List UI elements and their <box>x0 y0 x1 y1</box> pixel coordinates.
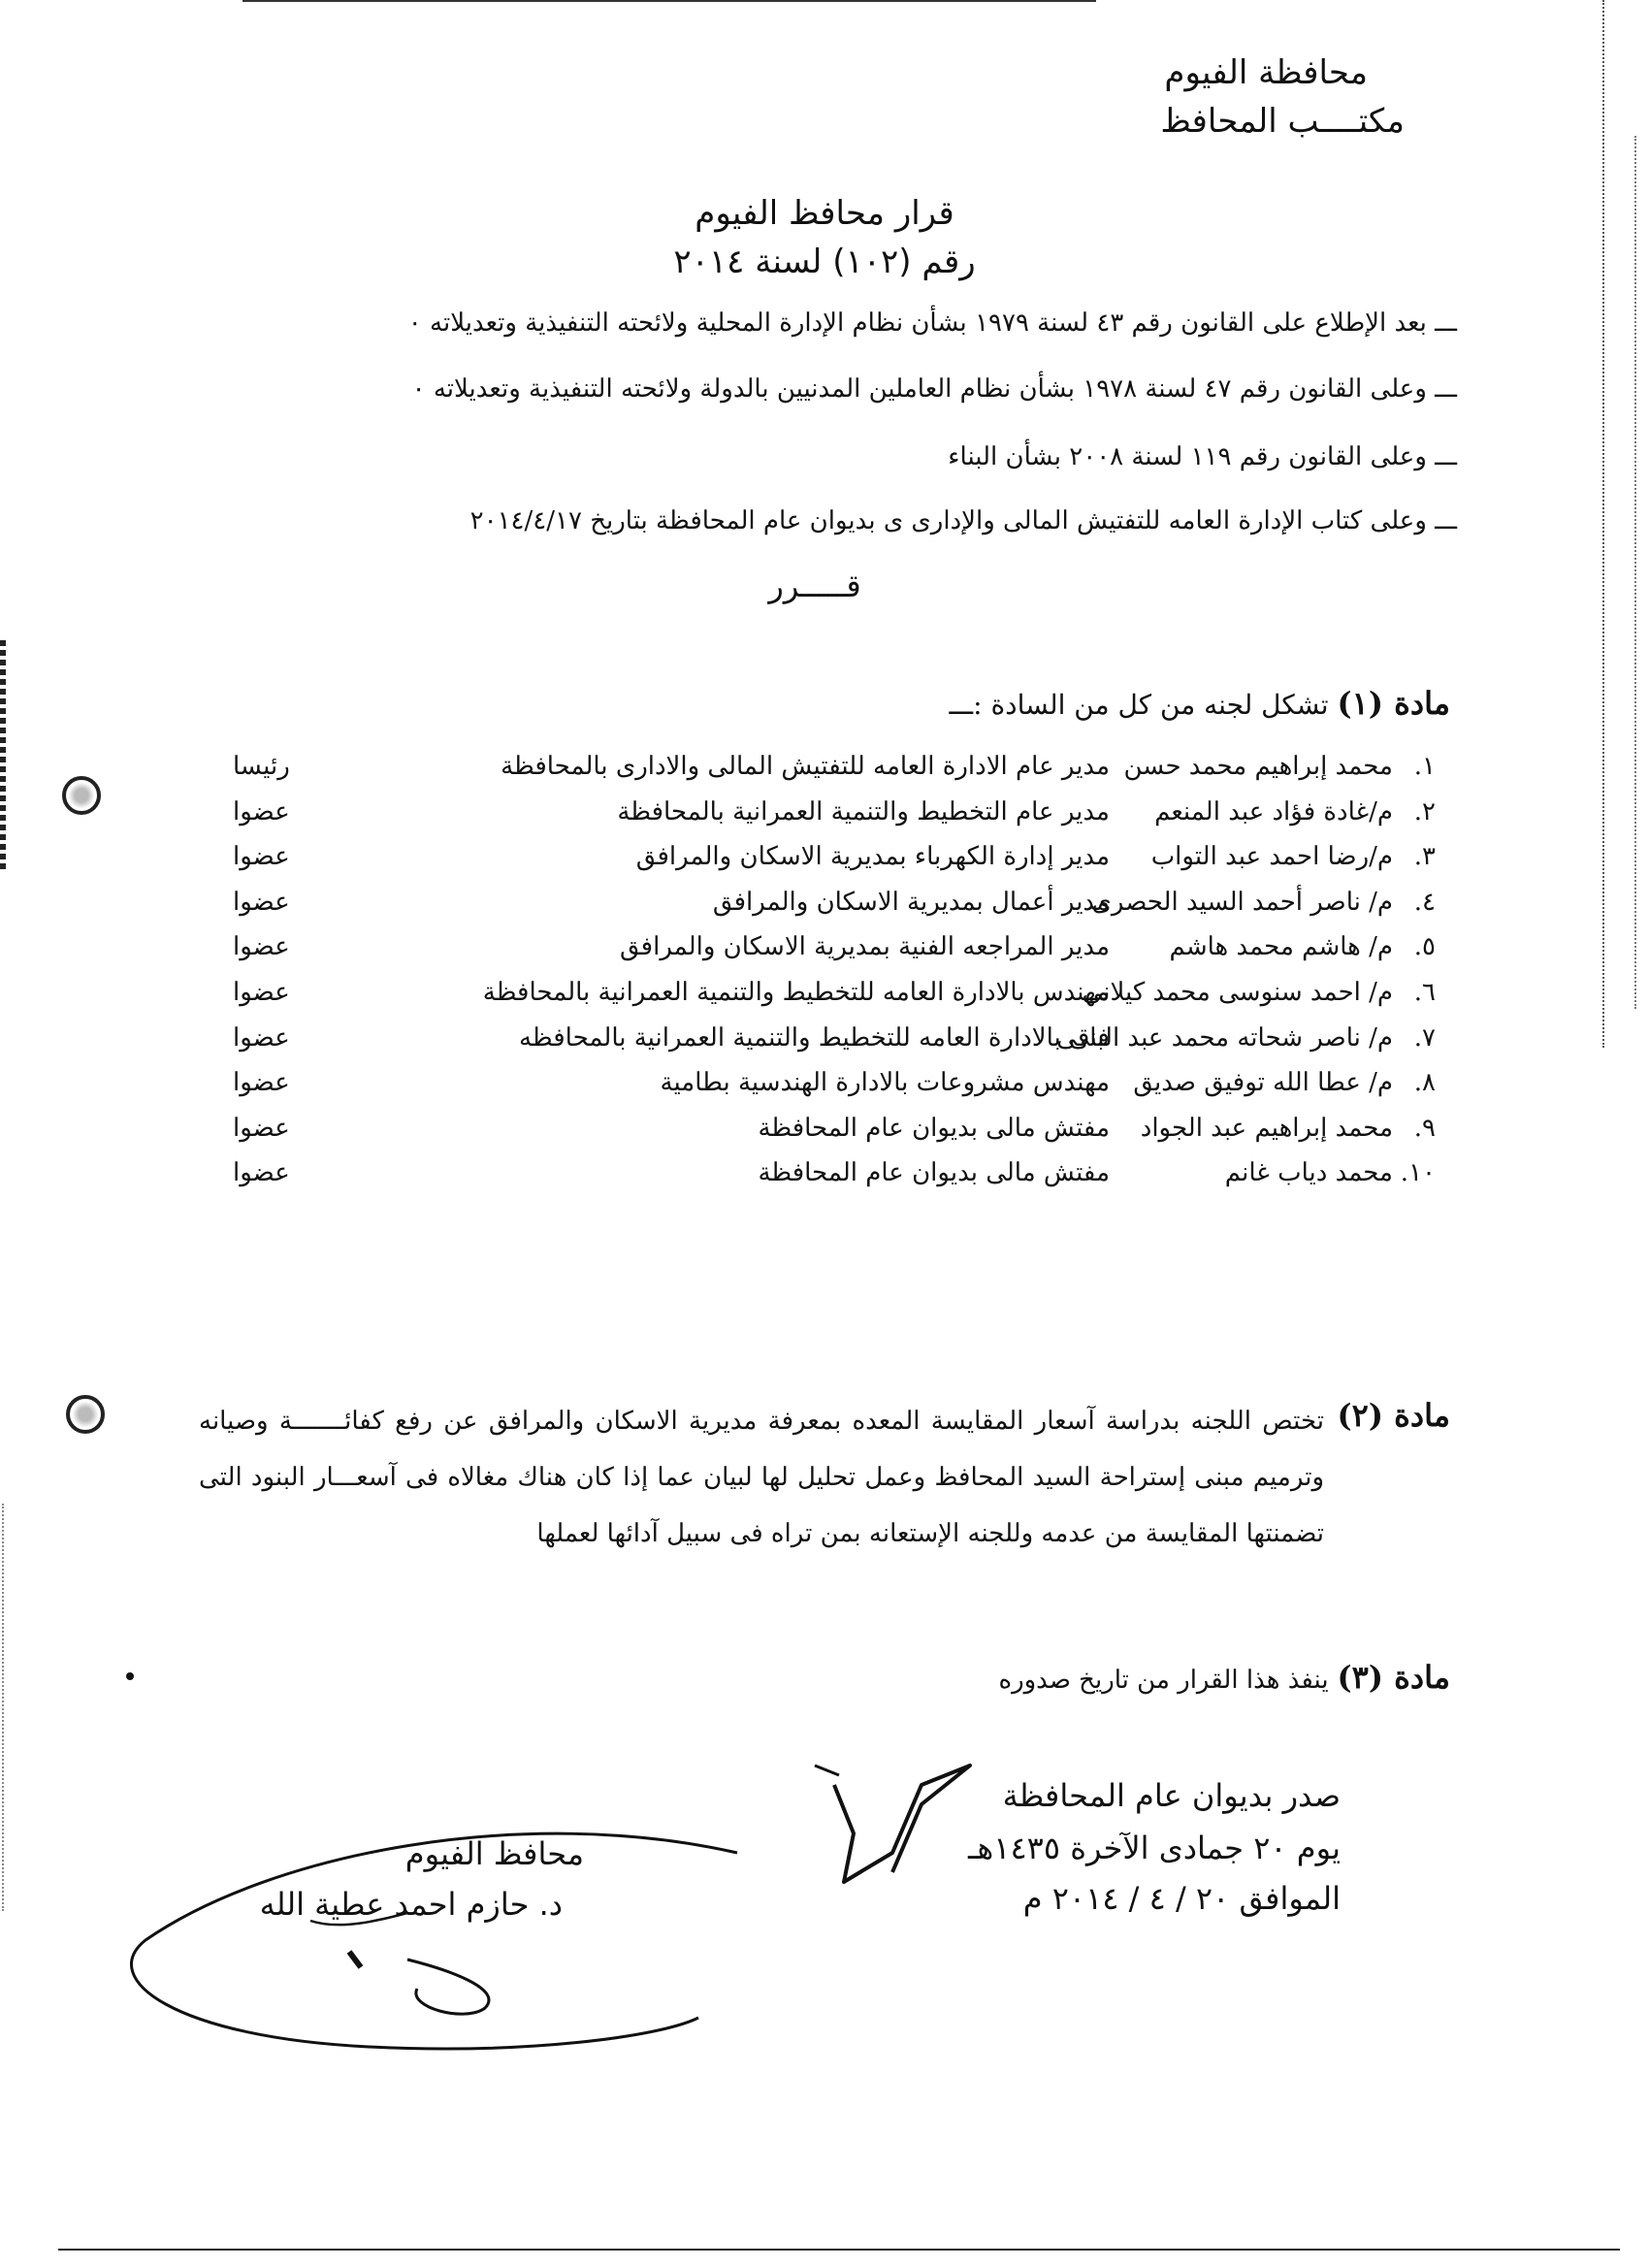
member-row <box>233 1023 1436 1062</box>
member-row <box>233 1158 1436 1197</box>
member-role: عضوا <box>233 1068 290 1097</box>
member-role: عضوا <box>233 797 290 826</box>
punch-hole-lower <box>66 1395 105 1434</box>
member-number: ٣. <box>1413 842 1436 871</box>
member-row <box>233 1114 1436 1152</box>
member-job: مفتش مالى بديوان عام المحافظة <box>758 1158 1110 1187</box>
member-number: ١. <box>1413 752 1436 781</box>
member-name: م/غادة فؤاد عبد المنعم <box>1154 797 1393 826</box>
member-job: مدير المراجعه الفنية بمديرية الاسكان والمرافق <box>619 932 1110 961</box>
decree-title: قرار محافظ الفيوم <box>695 194 954 233</box>
member-name: م/رضا احمد عبد التواب <box>1150 842 1393 871</box>
header-governorate: محافظة الفيوم <box>1164 53 1368 92</box>
ink-dot <box>126 1672 134 1680</box>
member-row <box>233 978 1436 1017</box>
member-role: عضوا <box>233 888 290 917</box>
member-role: عضوا <box>233 1158 290 1187</box>
member-job: مدير إدارة الكهرباء بمديرية الاسكان والمرافق <box>635 842 1110 871</box>
scan-edge-bottom <box>58 2249 1620 2251</box>
member-role: عضوا <box>233 1023 290 1053</box>
header-office: مكتــــب المحافظ <box>1160 102 1405 141</box>
member-number: ٨. <box>1413 1068 1436 1097</box>
issued-hijri-date: يوم ٢٠ جمادى الآخرة ١٤٣٥هـ <box>968 1830 1341 1866</box>
article-3-text: ينفذ هذا القرار من تاريخ صدوره <box>998 1666 1329 1695</box>
member-name: م/ احمد سنوسى محمد كيلانى <box>1082 978 1393 1007</box>
member-number: ٩. <box>1413 1114 1436 1143</box>
member-name: م/ هاشم محمد هاشم <box>1169 932 1393 961</box>
issued-place: صدر بديوان عام المحافظة <box>1002 1777 1341 1814</box>
member-name: م/ ناصر شحاته محمد عبد الباقى <box>1056 1023 1393 1053</box>
article-3 <box>998 1659 1450 1696</box>
member-number: ٢. <box>1413 797 1436 826</box>
preamble-line-1: ـــ بعد الإطلاع على القانون رقم ٤٣ لسنة ١٩٧٩ بشأن نظام الإدارة المحلية ولائحته التنفيذية وتعديلاته ٠ <box>407 308 1457 338</box>
article-1 <box>950 685 1451 722</box>
member-role: عضوا <box>233 978 290 1007</box>
member-number: ٦. <box>1413 978 1436 1007</box>
member-row <box>233 932 1436 971</box>
member-number: ٥. <box>1413 932 1436 961</box>
article-1-text: تشكل لجنه من كل من السادة :ـــ <box>949 689 1329 721</box>
governor-name: د. حازم احمد عطية الله <box>259 1886 563 1923</box>
scan-edge-right <box>1602 0 1610 1048</box>
article-2-label-text: مادة (٢) <box>1337 1397 1450 1434</box>
member-role: رئيسا <box>233 752 290 781</box>
scan-edge-left-lower <box>2 1504 7 1911</box>
decided-heading: قـــــرر <box>768 567 861 604</box>
article-3-label: مادة (٣) <box>1337 1659 1450 1696</box>
scan-edge-top <box>242 0 1096 2</box>
issued-gregorian-date: الموافق ٢٠ / ٤ / ٢٠١٤ م <box>1022 1880 1341 1917</box>
member-role: عضوا <box>233 932 290 961</box>
member-name: محمد إبراهيم محمد حسن <box>1123 752 1393 781</box>
preamble-line-2: ـــ وعلى القانون رقم ٤٧ لسنة ١٩٧٨ بشأن نظام العاملين المدنيين بالدولة ولائحته التنفيذية وتعديلاته ٠ <box>411 374 1457 404</box>
member-number: ٧. <box>1413 1023 1436 1053</box>
member-role: عضوا <box>233 1114 290 1143</box>
punch-hole-upper <box>62 776 101 815</box>
member-row <box>233 888 1436 926</box>
member-name: م/ عطا الله توفيق صديق <box>1133 1068 1393 1097</box>
member-row <box>233 842 1436 881</box>
member-row <box>233 1068 1436 1107</box>
preamble-line-4: ـــ وعلى كتاب الإدارة العامه للتفتيش المالى والإدارى ى بديوان عام المحافظة بتاريخ ٢٠١٤/٤/١٧ <box>469 506 1457 535</box>
member-job: مهندس بالادارة العامه للتخطيط والتنمية العمرانية بالمحافظة <box>482 978 1110 1007</box>
signature-scribble <box>116 1746 1067 2066</box>
scan-edge-left <box>0 640 6 873</box>
member-job: مدير أعمال بمديرية الاسكان والمرافق <box>712 888 1110 917</box>
governor-title: محافظ الفيوم <box>404 1835 584 1872</box>
member-job: مهندس مشروعات بالادارة الهندسية بطامية <box>660 1068 1110 1097</box>
member-role: عضوا <box>233 842 290 871</box>
article-2-label <box>1337 1397 1450 1434</box>
member-row <box>233 797 1436 836</box>
scan-edge-right-inner <box>1634 136 1640 1009</box>
article-2-text: تختص اللجنه بدراسة آسعار المقايسة المعده بمعرفة مديرية الاسكان والمرافق عن رفع كفائـــــــة وصيانه وترميم مبنى إستراحة السيد المحافظ وعمل تحليل لها لبيان عما إذا كان هناك مغالاه فى آسعـــار البنود التى تضمنتها المقايسة من عدمه وللجنه الإستعانه بمن تراه فى سبيل آدائها لعملها <box>199 1407 1325 1548</box>
decree-number: رقم (١٠٢) لسنة ٢٠١٤ <box>673 243 976 281</box>
member-name: محمد دياب غانم <box>1224 1158 1393 1187</box>
member-job: مفتش مالى بديوان عام المحافظة <box>758 1114 1110 1143</box>
article-1-label: مادة (١) <box>1337 685 1450 722</box>
member-number: ١٠. <box>1400 1158 1436 1187</box>
member-number: ٤. <box>1413 888 1436 917</box>
member-name: محمد إبراهيم عبد الجواد <box>1140 1114 1393 1143</box>
member-job: مدير عام التخطيط والتنمية العمرانية بالمحافظة <box>617 797 1110 826</box>
preamble-line-3: ـــ وعلى القانون رقم ١١٩ لسنة ٢٠٠٨ بشأن البناء <box>948 442 1457 471</box>
member-job: مدير عام الادارة العامه للتفتيش المالى والادارى بالمحافظة <box>501 752 1110 781</box>
member-row <box>233 752 1436 791</box>
member-job: فنى بالادارة العامه للتخطيط والتنمية العمرانية بالمحافظه <box>518 1023 1110 1053</box>
member-name: م/ ناصر أحمد السيد الحصرى <box>1091 888 1393 917</box>
